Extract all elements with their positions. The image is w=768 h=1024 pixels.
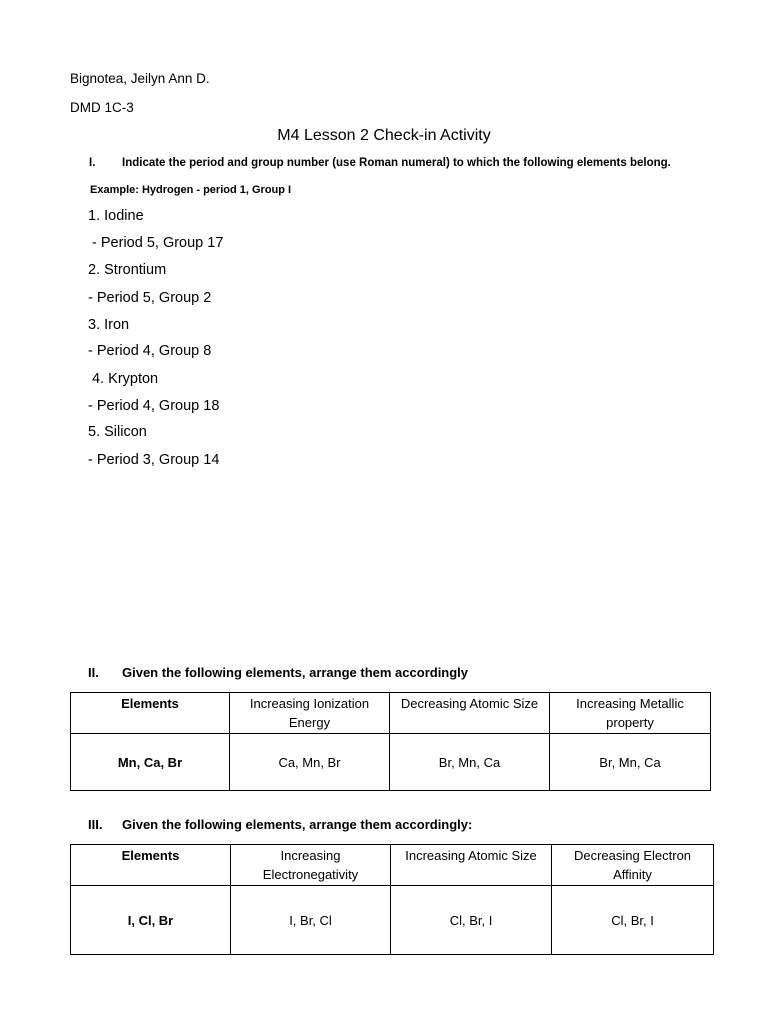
answer-cell: I, Br, Cl — [231, 886, 391, 955]
answer-cell: Br, Mn, Ca — [550, 734, 711, 791]
table-row — [71, 734, 711, 791]
answer-cell: Cl, Br, I — [552, 886, 714, 955]
part-1-example: Example: Hydrogen - period 1, Group I — [90, 184, 292, 196]
answer-line: - Period 4, Group 8 — [88, 343, 212, 359]
answer-line: - Period 5, Group 2 — [88, 290, 212, 306]
header-cell: Increasing Metallic property — [550, 693, 711, 734]
answer-line: 2. Strontium — [88, 262, 167, 278]
header-cell: Increasing Ionization Energy — [230, 693, 390, 734]
answer-line: - Period 4, Group 18 — [88, 398, 220, 414]
header-cell: Increasing Electronegativity — [231, 845, 391, 886]
part-1-number: I. — [89, 157, 96, 169]
answer-cell: Br, Mn, Ca — [390, 734, 550, 791]
header-cell: Elements — [71, 845, 231, 886]
answer-cell: Ca, Mn, Br — [230, 734, 390, 791]
header-cell: Elements — [71, 693, 230, 734]
elements-cell: I, Cl, Br — [71, 886, 231, 955]
part-2-number: II. — [88, 665, 99, 680]
elements-cell: Mn, Ca, Br — [71, 734, 230, 791]
answer-line: 1. Iodine — [88, 208, 144, 224]
header-cell: Increasing Atomic Size — [391, 845, 552, 886]
part-2-table — [70, 692, 711, 791]
answer-line: - Period 3, Group 14 — [88, 452, 220, 468]
answer-line: 5. Silicon — [88, 424, 147, 440]
author-name: Bignotea, Jeilyn Ann D. — [70, 71, 210, 86]
part-1-instruction: Indicate the period and group number (use Roman numeral) to which the following elements belong. — [122, 157, 671, 169]
part-2-instruction: Given the following elements, arrange them accordingly — [122, 665, 469, 680]
part-3-instruction: Given the following elements, arrange them accordingly: — [122, 817, 473, 832]
part-3-number: III. — [88, 817, 103, 832]
table-row — [71, 886, 714, 955]
answer-line: - Period 5, Group 17 — [88, 235, 224, 251]
table-header-row — [71, 845, 714, 886]
answer-cell: Cl, Br, I — [391, 886, 552, 955]
answer-line: 3. Iron — [88, 317, 130, 333]
part-3-table — [70, 844, 714, 955]
table-header-row — [71, 693, 711, 734]
section-code: DMD 1C-3 — [70, 100, 134, 115]
header-cell: Decreasing Electron Affinity — [552, 845, 714, 886]
header-cell: Decreasing Atomic Size — [390, 693, 550, 734]
page-title: M4 Lesson 2 Check-in Activity — [277, 127, 491, 144]
answer-line: 4. Krypton — [88, 371, 159, 387]
